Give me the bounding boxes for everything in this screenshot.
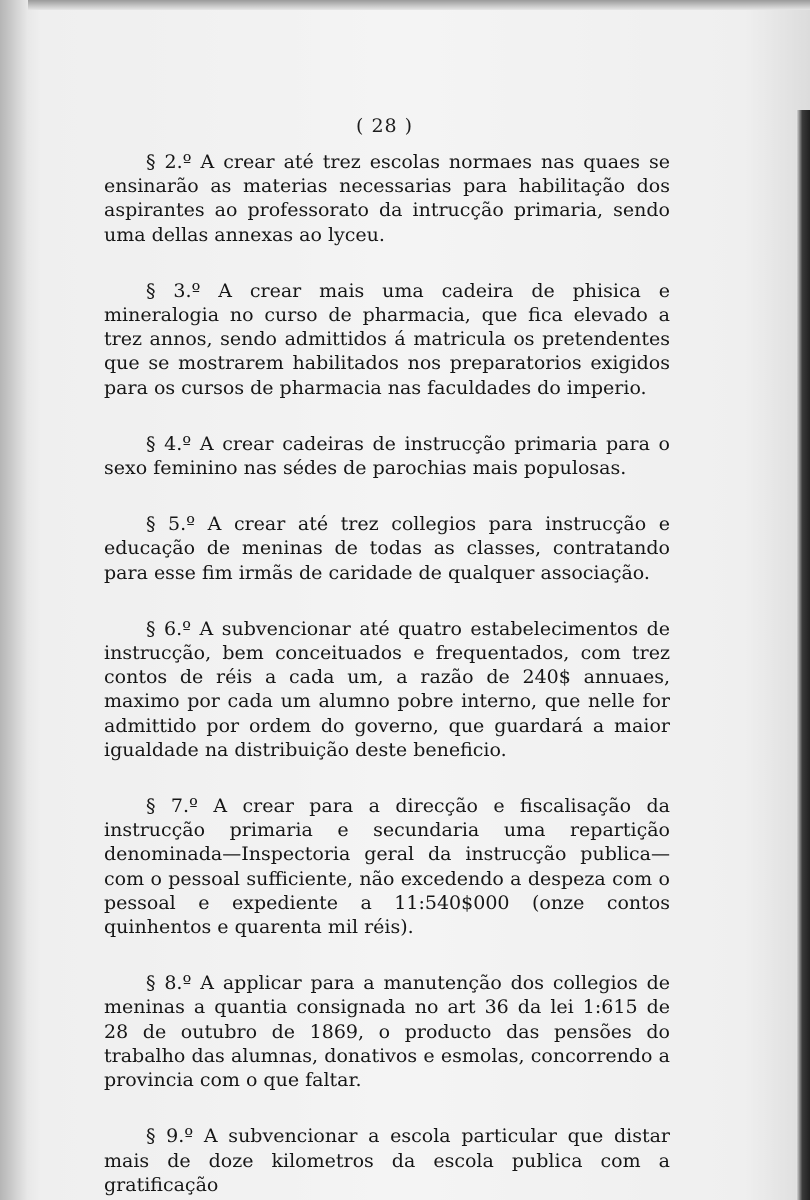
paragraph-section-8: § 8.º A applicar para a manutenção dos collegios de meninas a quantia consignada no art 36 da lei 1:615 de 28 de outubro de 1869, o producto das pensões do trabalho das alumnas, donativos e esmolas, concorrendo a provincia com o que faltar. [104,972,670,1092]
paragraph-section-2: § 2.º A crear até trez escolas normaes nas quaes se ensinarão as materias necessarias para habilitação dos aspirantes ao professorato da intrucção primaria, sendo uma dellas annexas ao lyceu. [104,151,670,246]
paragraph-section-6: § 6.º A subvencionar até quatro estabelecimentos de instrucção, bem conceituados e frequentados, com trez contos de réis a cada um, a razão de 240$ annuaes, maximo por cada um alumno pobre interno, que nelle for admittido por ordem do governo, que guardará a maior igualdade na distribuição deste beneficio. [104,617,670,761]
paragraph-section-7: § 7.º A crear para a direcção e fiscalisação da instrucção primaria e secundaria uma repartição denominada—Inspectoria geral da instrucção publica—com o pessoal sufficiente, não excedendo a despeza com o pessoal e expediente a 11:540$000 (onze contos quinhentos e quarenta mil réis). [104,795,670,939]
body-text [104,150,670,1197]
paragraph-section-5: § 5.º A crear até trez collegios para instrucção e educação de meninas de todas as classes, contratando para esse fim irmãs de caridade de qualquer associação. [104,513,670,584]
paragraph-section-4: § 4.º A crear cadeiras de instrucção primaria para o sexo feminino nas sédes de parochias mais populosas. [104,432,670,480]
adjacent-page-edge [796,110,810,1200]
page-number: ( 28 ) [356,115,414,137]
page-top-edge [0,0,810,10]
paragraph-section-9: § 9.º A subvencionar a escola particular que distar mais de doze kilometros da escola publica com a gratificação [104,1125,670,1196]
paragraph-section-3: § 3.º A crear mais uma cadeira de phisica e mineralogia no curso de pharmacia, que fica elevado a trez annos, sendo admittidos á matricula os pretendentes que se mostrarem habilitados nos preparatorios exigidos para os cursos de pharmacia nas faculdades do imperio. [104,279,670,399]
page-left-edge [0,0,28,1200]
